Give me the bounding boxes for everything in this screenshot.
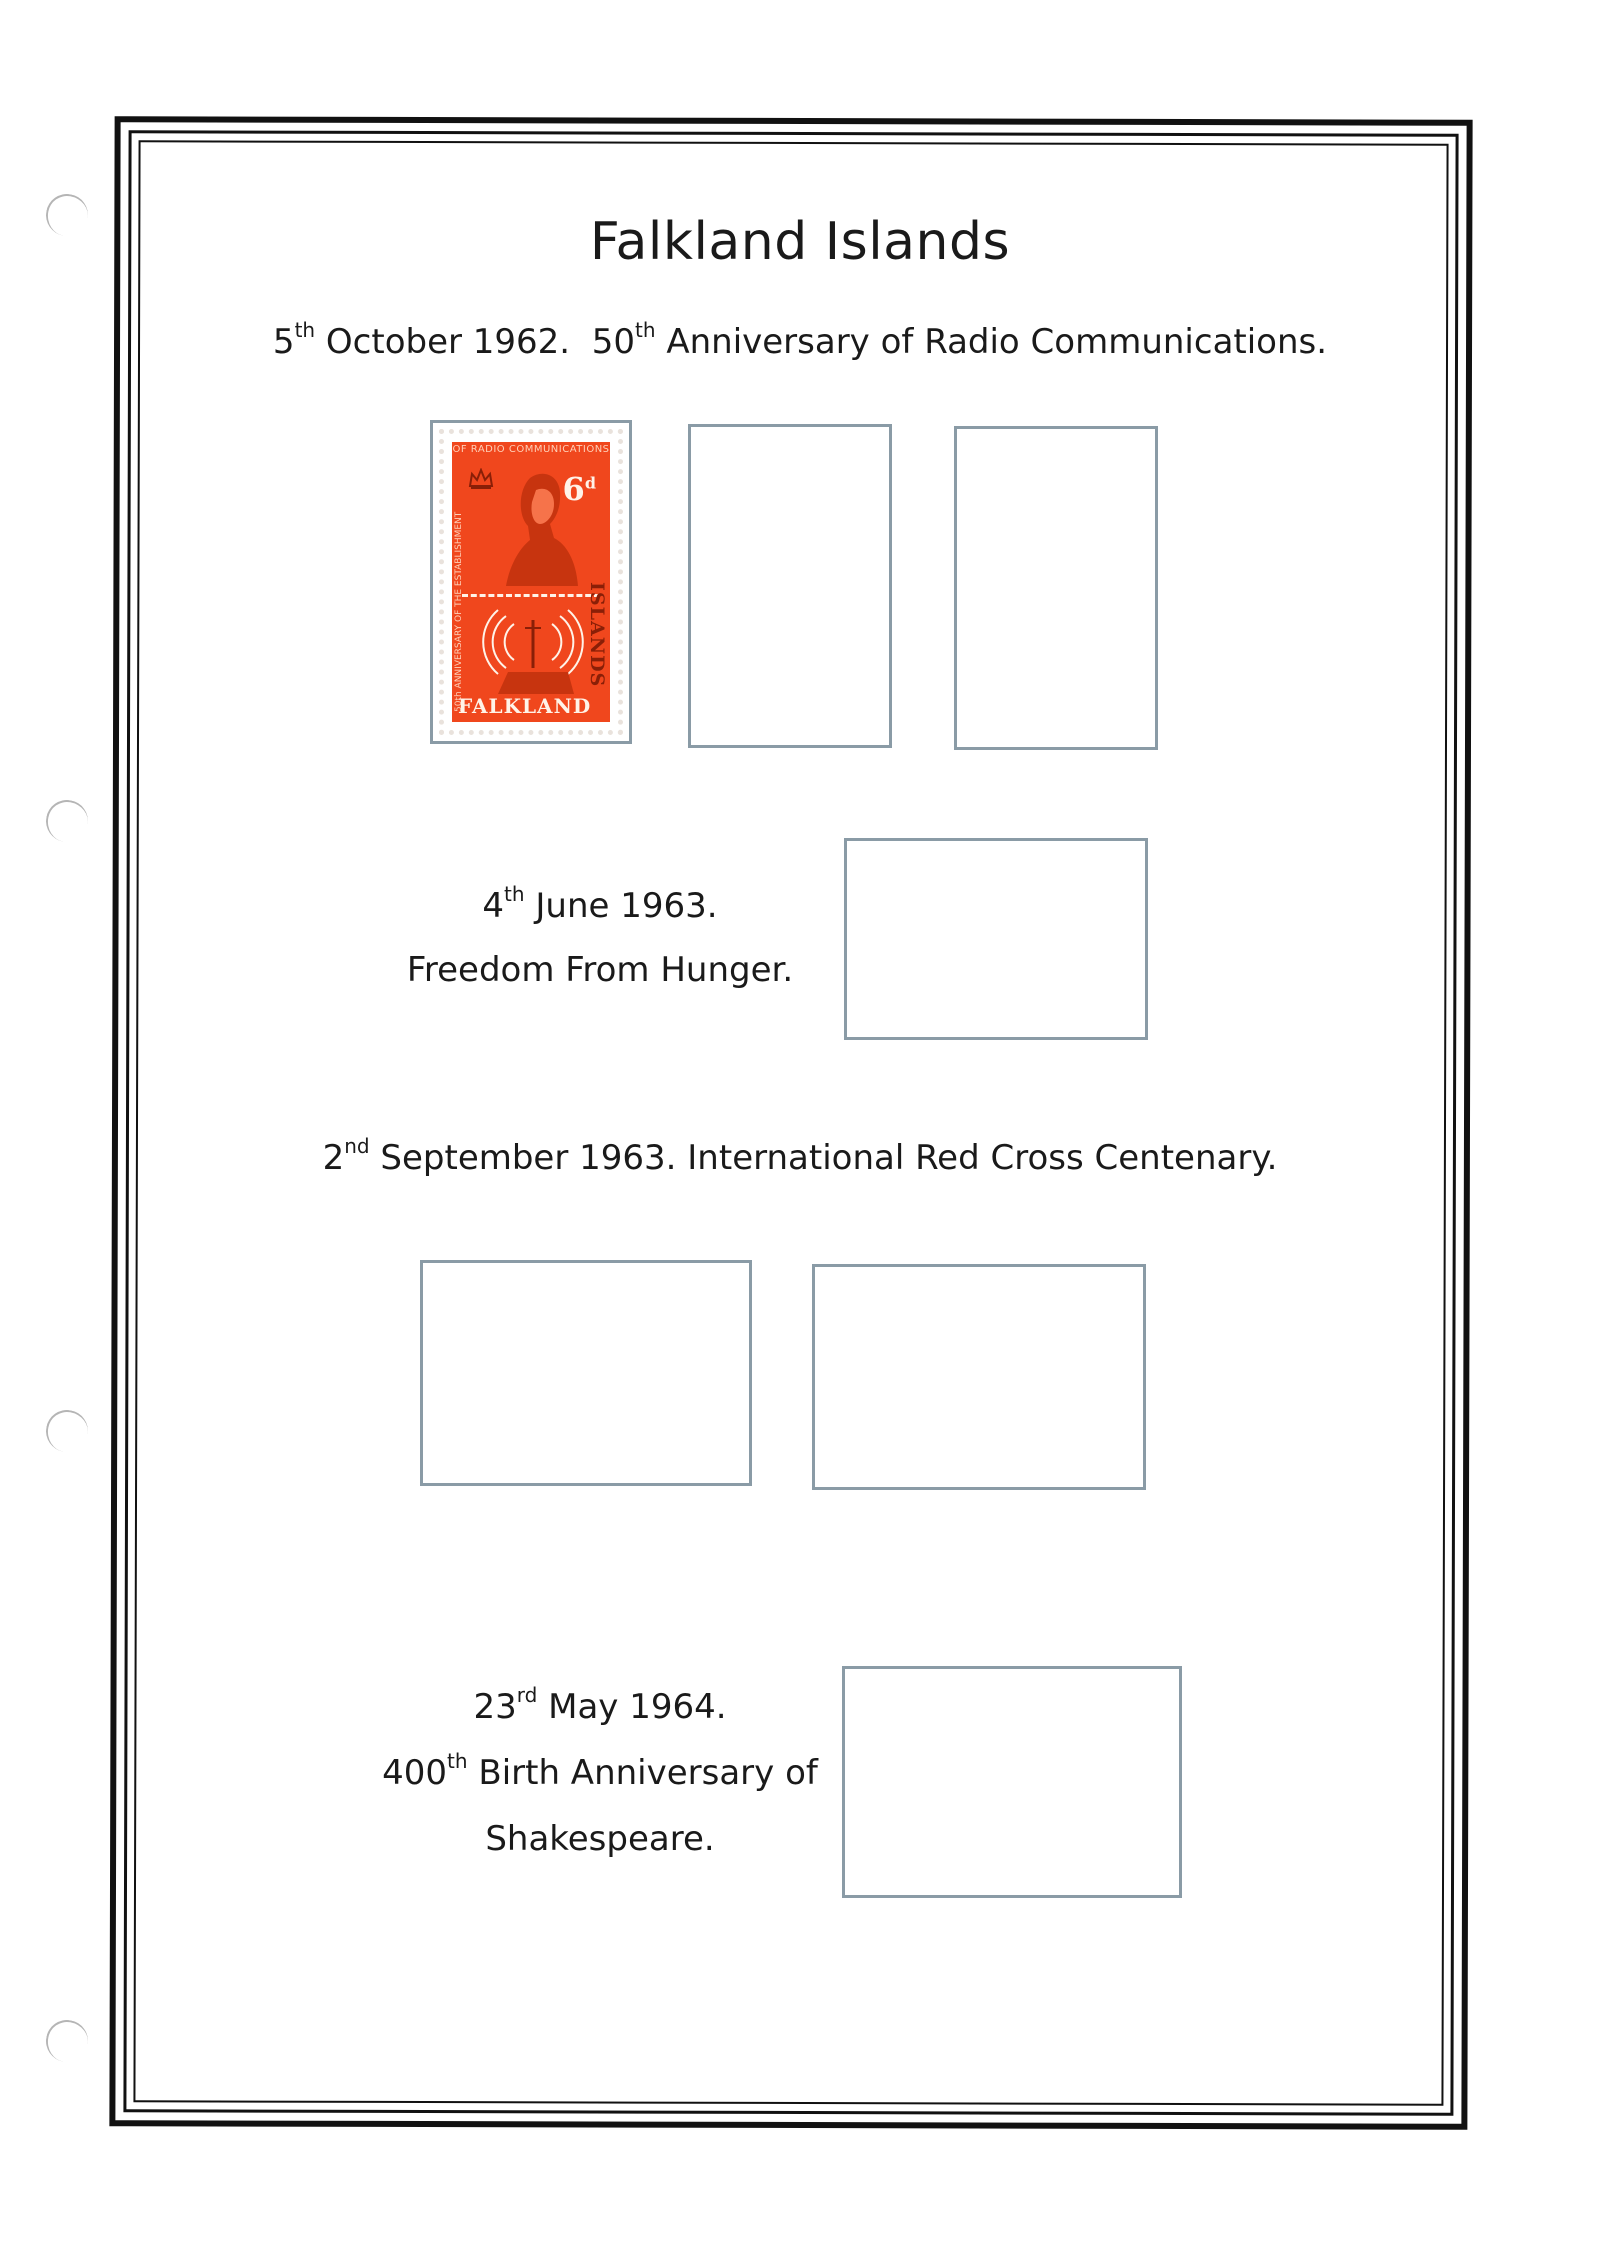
stamp-value: 6$^d$ [562,470,596,508]
punch-hole [43,797,92,846]
stamp-mount-empty [812,1264,1146,1490]
stamp-mount-filled [430,420,632,744]
issue-caption-radio: 5th October 1962. 50th Anniversary of Radio Communications. [272,318,1328,362]
issue-caption-hunger: 4th June 1963. Freedom From Hunger. [406,882,794,990]
stamp-mount-empty [842,1666,1182,1898]
page-title: Falkland Islands [589,212,1011,272]
stamp-mount-empty [688,424,892,748]
radio-mast-icon [478,606,588,696]
stamp-mount-empty [420,1260,752,1486]
queen-portrait [500,468,580,586]
issue-caption-shakespeare: 23rd May 1964. 400th Birth Anniversary of Shakespeare. [382,1683,818,1859]
crown-icon [468,468,494,490]
punch-hole [43,2017,92,2066]
stamp-mount-empty [954,426,1158,750]
issue-caption-red-cross: 2nd September 1963. International Red Cross Centenary. [322,1134,1278,1178]
stamp-mount-empty [844,838,1148,1040]
punch-hole [43,1407,92,1456]
stamp-radio-6d: OF RADIO COMMUNICATIONS 50th ANNIVERSARY OF THE ESTABLISHMENT 6$^d$ ISLANDS FALKLAND [439,429,623,735]
